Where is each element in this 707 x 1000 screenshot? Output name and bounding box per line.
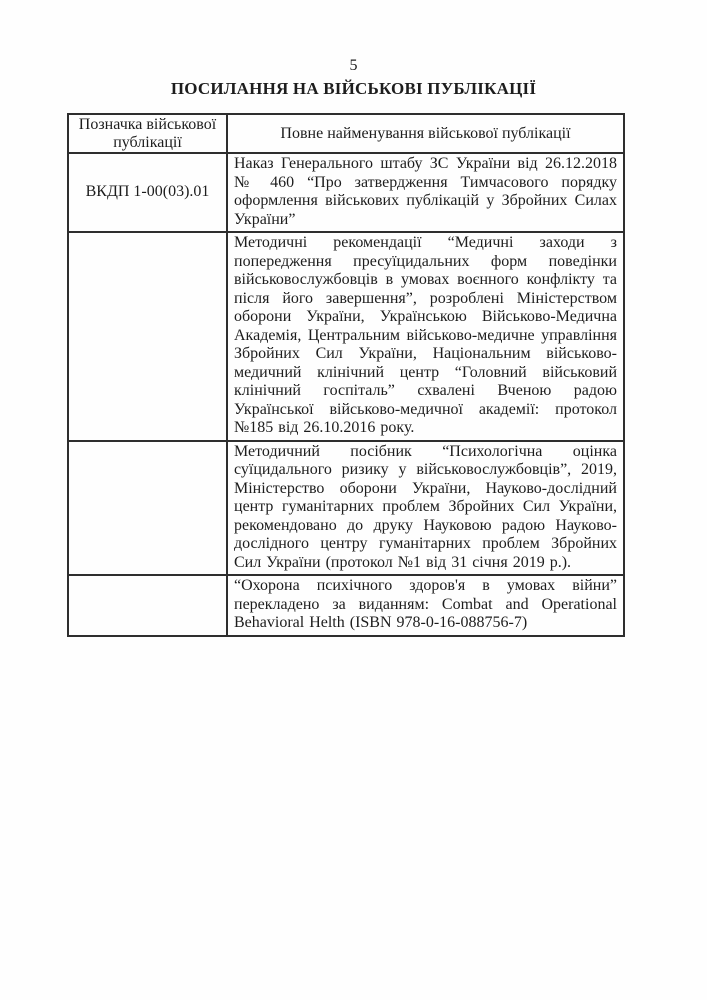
column-header-designation: Позначка військової публікації	[68, 114, 227, 153]
publications-table	[67, 113, 625, 637]
column-header-full-name: Повне найменування військової публікації	[227, 114, 624, 153]
table-row	[68, 232, 624, 441]
publication-description-cell: Методичні рекомендації “Медичні заходи з попередження пресуїцидальних форм поведінки військовослужбовців в умовах воєнного конфлікту та після його завершення”, розроблені Міністерством оборони України, Українською Військово-Медична Академія, Центральним військово-медичне управління Збройних Сил України, Національним військово-медичний клінічний центр “Головний військовий клінічний госпіталь” схвалені Вченою радою Української військово-медичної академії: протокол №185 від 26.10.2016 року.	[227, 232, 624, 441]
table-header-row	[68, 114, 624, 153]
publication-description-cell: Методичний посібник “Психологічна оцінка суїцидального ризику у військовослужбовців”, 2019, Міністерство оборони України, Науково-дослідний центр гуманітарних проблем Збройних Сил України, рекомендовано до друку Науковою радою Науково-дослідного центру гуманітарних проблем Збройних Сил України (протокол №1 від 31 січня 2019 р.).	[227, 441, 624, 576]
publication-code-cell: ВКДП 1-00(03).01	[68, 153, 227, 232]
table-row	[68, 441, 624, 576]
publication-description-cell: Наказ Генерального штабу ЗС України від 26.12.2018 № 460 “Про затвердження Тимчасового порядку оформлення військових публікацій у Збройних Силах України”	[227, 153, 624, 232]
publication-code-cell	[68, 232, 227, 441]
publication-code-cell	[68, 441, 227, 576]
page-number: 5	[349, 57, 358, 74]
table-row	[68, 575, 624, 636]
publication-description-cell: “Охорона психічного здоров'я в умовах війни” перекладено за виданням: Combat and Operational Behavioral Helth (ISBN 978-0-16-088756-7)	[227, 575, 624, 636]
publication-code-cell	[68, 575, 227, 636]
page-title: ПОСИЛАННЯ НА ВІЙСЬКОВІ ПУБЛІКАЦІЇ	[170, 79, 537, 98]
table-row	[68, 153, 624, 232]
